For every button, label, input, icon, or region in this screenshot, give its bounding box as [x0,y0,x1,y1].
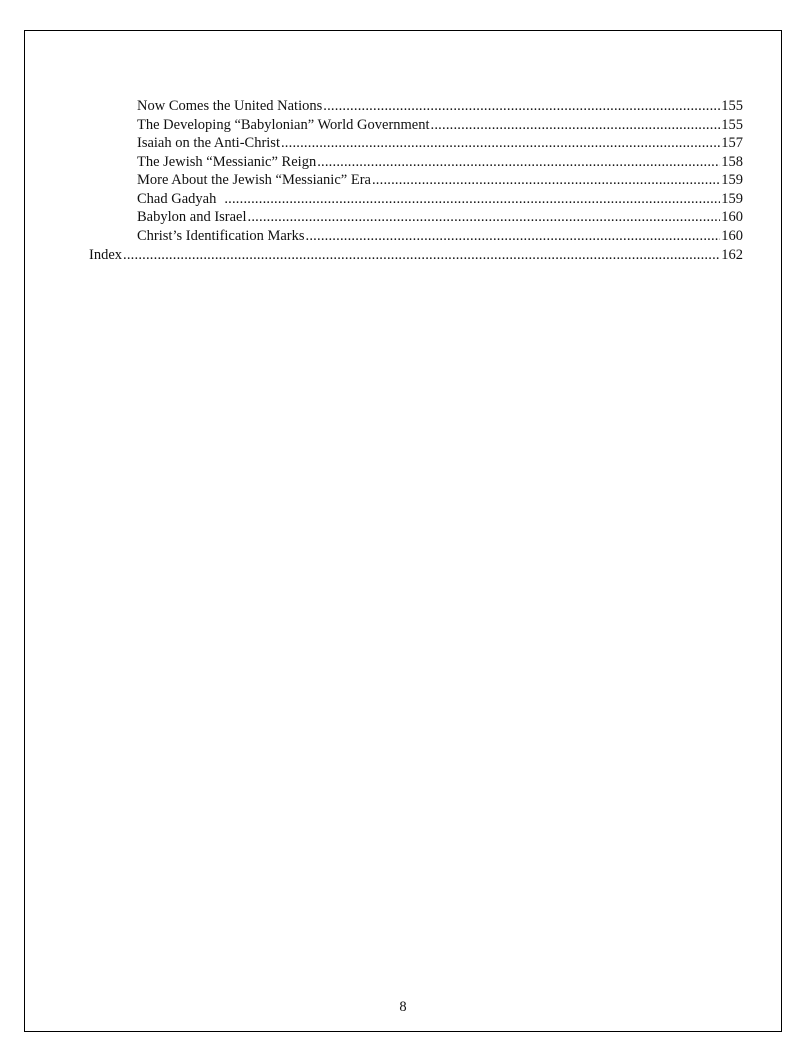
toc-entry-title: Babylon and Israel [137,209,247,225]
toc-entry-page: 155 [721,117,743,133]
dot-leader [431,116,721,135]
toc-entry-isaiah-on-the-anti-christ[interactable] [137,134,743,153]
toc-entry-christs-identification-marks[interactable] [137,227,743,246]
dot-leader [306,227,721,246]
toc-entry-page: 159 [721,172,743,188]
toc-entry-page: 155 [721,98,743,114]
toc-entry-jewish-messianic-reign[interactable] [137,153,743,172]
toc-entry-babylon-and-israel[interactable] [137,208,743,227]
toc-entry-page: 160 [721,228,743,244]
toc-entry-title: More About the Jewish “Messianic” Era [137,172,371,188]
dot-leader [372,171,720,190]
dot-leader [248,208,721,227]
page-number: 8 [399,999,407,1015]
toc-entry-title: Chad Gadyah [137,191,217,207]
toc-entry-page: 158 [721,154,743,170]
toc-entry-developing-babylonian-world-government[interactable] [137,116,743,135]
toc-entry-title: Isaiah on the Anti-Christ [137,135,280,151]
document-page [24,30,782,1032]
toc-entry-chad-gadyah[interactable] [137,190,743,209]
toc-entry-index[interactable] [89,246,743,265]
toc-entry-title: The Developing “Babylonian” World Government [137,117,430,133]
dot-leader [281,134,720,153]
toc-entry-title: Index [89,247,123,263]
toc-entry-title: The Jewish “Messianic” Reign [137,154,317,170]
toc-entry-page: 157 [721,135,743,151]
toc-entry-page: 160 [721,209,743,225]
toc-entry-now-comes-the-united-nations[interactable] [137,97,743,116]
toc-entry-page: 162 [721,247,743,263]
dot-leader [323,97,720,116]
dot-leader [123,246,720,265]
toc-entry-more-about-jewish-messianic-era[interactable] [137,171,743,190]
toc-entry-title: Now Comes the United Nations [137,98,323,114]
dot-leader [224,190,720,209]
toc-entry-page: 159 [721,191,743,207]
dot-leader [317,153,720,172]
toc-entry-title: Christ’s Identification Marks [137,228,305,244]
